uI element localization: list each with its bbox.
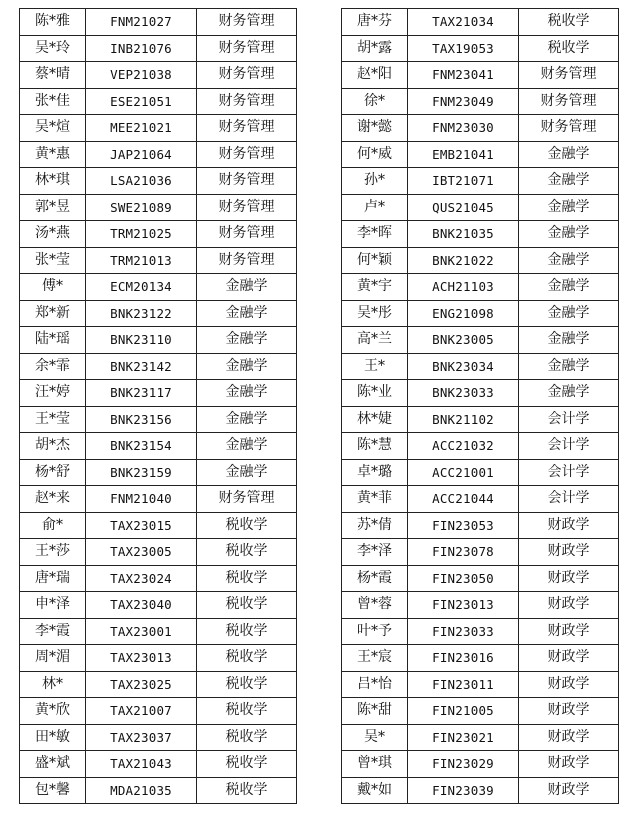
major-cell: 金融学 (197, 300, 297, 327)
table-row (20, 724, 297, 751)
major-cell: 税收学 (197, 512, 297, 539)
student-name-cell: 黄*惠 (20, 141, 86, 168)
major-cell: 金融学 (197, 459, 297, 486)
student-id-cell: ESE21051 (86, 88, 197, 115)
student-name-cell: 高*兰 (342, 327, 408, 354)
major-cell: 税收学 (197, 777, 297, 804)
student-id-cell: SWE21089 (86, 194, 197, 221)
student-name-cell: 汪*婷 (20, 380, 86, 407)
major-cell: 金融学 (519, 247, 619, 274)
major-cell: 金融学 (519, 274, 619, 301)
student-name-cell: 陆*瑶 (20, 327, 86, 354)
right-roster-table (341, 8, 619, 804)
major-cell: 财务管理 (519, 115, 619, 142)
student-name-cell: 郭*昱 (20, 194, 86, 221)
major-cell: 财务管理 (519, 88, 619, 115)
table-row (342, 486, 619, 513)
student-id-cell: FNM21040 (86, 486, 197, 513)
student-id-cell: FIN21005 (408, 698, 519, 725)
student-name-cell: 胡*杰 (20, 433, 86, 460)
major-cell: 税收学 (197, 698, 297, 725)
student-name-cell: 林*婕 (342, 406, 408, 433)
table-row (342, 168, 619, 195)
table-row (20, 353, 297, 380)
student-id-cell: FNM23030 (408, 115, 519, 142)
table-row (342, 380, 619, 407)
student-id-cell: FIN23011 (408, 671, 519, 698)
student-name-cell: 曾*蓉 (342, 592, 408, 619)
student-name-cell: 王*莎 (20, 539, 86, 566)
major-cell: 金融学 (519, 168, 619, 195)
table-row (342, 459, 619, 486)
student-id-cell: BNK23034 (408, 353, 519, 380)
major-cell: 金融学 (519, 300, 619, 327)
major-cell: 会计学 (519, 433, 619, 460)
major-cell: 金融学 (197, 353, 297, 380)
table-row (20, 406, 297, 433)
student-name-cell: 赵*阳 (342, 62, 408, 89)
major-cell: 税收学 (197, 618, 297, 645)
table-row (342, 62, 619, 89)
student-id-cell: BNK21102 (408, 406, 519, 433)
student-id-cell: TAX21007 (86, 698, 197, 725)
student-id-cell: FNM23049 (408, 88, 519, 115)
student-name-cell: 徐* (342, 88, 408, 115)
student-name-cell: 吴* (342, 724, 408, 751)
major-cell: 税收学 (519, 35, 619, 62)
student-name-cell: 陈*业 (342, 380, 408, 407)
student-id-cell: MEE21021 (86, 115, 197, 142)
major-cell: 金融学 (519, 221, 619, 248)
right-roster-body (342, 9, 619, 804)
student-name-cell: 唐*芬 (342, 9, 408, 36)
student-name-cell: 杨*舒 (20, 459, 86, 486)
student-name-cell: 叶*予 (342, 618, 408, 645)
major-cell: 税收学 (197, 751, 297, 778)
table-row (20, 512, 297, 539)
major-cell: 税收学 (197, 565, 297, 592)
student-id-cell: FNM23041 (408, 62, 519, 89)
student-id-cell: TAX23013 (86, 645, 197, 672)
student-name-cell: 苏*倩 (342, 512, 408, 539)
major-cell: 税收学 (197, 592, 297, 619)
student-name-cell: 陈*甜 (342, 698, 408, 725)
table-row (20, 221, 297, 248)
table-row (342, 141, 619, 168)
table-row (342, 115, 619, 142)
student-id-cell: FIN23050 (408, 565, 519, 592)
table-row (342, 88, 619, 115)
table-row (342, 645, 619, 672)
major-cell: 财务管理 (197, 247, 297, 274)
table-row (342, 327, 619, 354)
major-cell: 金融学 (197, 433, 297, 460)
table-row (342, 194, 619, 221)
student-id-cell: BNK23033 (408, 380, 519, 407)
student-id-cell: BNK23110 (86, 327, 197, 354)
table-row (20, 618, 297, 645)
student-id-cell: FIN23013 (408, 592, 519, 619)
major-cell: 税收学 (197, 539, 297, 566)
table-row (20, 433, 297, 460)
student-name-cell: 陈*慧 (342, 433, 408, 460)
student-name-cell: 余*霏 (20, 353, 86, 380)
student-id-cell: QUS21045 (408, 194, 519, 221)
table-row (342, 433, 619, 460)
student-id-cell: TAX21034 (408, 9, 519, 36)
table-row (20, 777, 297, 804)
major-cell: 金融学 (519, 353, 619, 380)
table-row (20, 62, 297, 89)
table-row (342, 751, 619, 778)
table-row (342, 698, 619, 725)
student-id-cell: BNK21022 (408, 247, 519, 274)
student-id-cell: BNK23122 (86, 300, 197, 327)
student-name-cell: 曾*琪 (342, 751, 408, 778)
student-name-cell: 黄*宇 (342, 274, 408, 301)
student-name-cell: 赵*来 (20, 486, 86, 513)
student-id-cell: BNK23156 (86, 406, 197, 433)
table-row (342, 512, 619, 539)
table-row (20, 539, 297, 566)
table-row (342, 539, 619, 566)
student-id-cell: TRM21025 (86, 221, 197, 248)
table-row (342, 724, 619, 751)
table-row (20, 274, 297, 301)
left-roster-table (19, 8, 297, 804)
student-id-cell: TAX23040 (86, 592, 197, 619)
student-id-cell: IBT21071 (408, 168, 519, 195)
table-row (342, 353, 619, 380)
major-cell: 财政学 (519, 565, 619, 592)
student-name-cell: 李*泽 (342, 539, 408, 566)
table-row (342, 35, 619, 62)
student-name-cell: 吴*玲 (20, 35, 86, 62)
student-id-cell: BNK23117 (86, 380, 197, 407)
major-cell: 金融学 (519, 327, 619, 354)
student-id-cell: BNK23005 (408, 327, 519, 354)
student-id-cell: FIN23029 (408, 751, 519, 778)
student-name-cell: 张*莹 (20, 247, 86, 274)
major-cell: 财政学 (519, 512, 619, 539)
student-name-cell: 戴*如 (342, 777, 408, 804)
student-id-cell: ENG21098 (408, 300, 519, 327)
table-row (20, 327, 297, 354)
major-cell: 税收学 (197, 724, 297, 751)
student-name-cell: 卓*璐 (342, 459, 408, 486)
major-cell: 金融学 (519, 141, 619, 168)
student-name-cell: 张*佳 (20, 88, 86, 115)
major-cell: 财务管理 (519, 62, 619, 89)
major-cell: 财政学 (519, 671, 619, 698)
table-row (20, 194, 297, 221)
student-id-cell: VEP21038 (86, 62, 197, 89)
student-name-cell: 吴*彤 (342, 300, 408, 327)
student-id-cell: JAP21064 (86, 141, 197, 168)
student-id-cell: TAX23024 (86, 565, 197, 592)
table-row (342, 406, 619, 433)
student-id-cell: EMB21041 (408, 141, 519, 168)
table-row (342, 671, 619, 698)
student-name-cell: 黄*菲 (342, 486, 408, 513)
table-row (20, 645, 297, 672)
student-id-cell: TAX21043 (86, 751, 197, 778)
table-row (342, 565, 619, 592)
student-name-cell: 唐*瑞 (20, 565, 86, 592)
major-cell: 财政学 (519, 618, 619, 645)
table-row (20, 751, 297, 778)
student-name-cell: 何*威 (342, 141, 408, 168)
major-cell: 财政学 (519, 592, 619, 619)
student-id-cell: TAX23025 (86, 671, 197, 698)
student-id-cell: TAX23005 (86, 539, 197, 566)
student-id-cell: BNK23142 (86, 353, 197, 380)
major-cell: 财务管理 (197, 221, 297, 248)
student-name-cell: 汤*燕 (20, 221, 86, 248)
major-cell: 税收学 (197, 671, 297, 698)
major-cell: 财务管理 (197, 35, 297, 62)
student-name-cell: 林* (20, 671, 86, 698)
major-cell: 财政学 (519, 698, 619, 725)
major-cell: 财务管理 (197, 115, 297, 142)
major-cell: 财务管理 (197, 9, 297, 36)
student-id-cell: LSA21036 (86, 168, 197, 195)
student-name-cell: 王*莹 (20, 406, 86, 433)
major-cell: 财政学 (519, 777, 619, 804)
major-cell: 财政学 (519, 645, 619, 672)
student-id-cell: ACH21103 (408, 274, 519, 301)
table-row (20, 88, 297, 115)
student-name-cell: 吴*煊 (20, 115, 86, 142)
student-id-cell: BNK23154 (86, 433, 197, 460)
major-cell: 财务管理 (197, 141, 297, 168)
student-name-cell: 王* (342, 353, 408, 380)
table-row (20, 141, 297, 168)
student-name-cell: 卢* (342, 194, 408, 221)
left-roster-body (20, 9, 297, 804)
table-row (20, 380, 297, 407)
table-row (20, 115, 297, 142)
student-name-cell: 王*宸 (342, 645, 408, 672)
student-id-cell: ECM20134 (86, 274, 197, 301)
table-row (20, 565, 297, 592)
student-name-cell: 黄*欣 (20, 698, 86, 725)
major-cell: 财务管理 (197, 486, 297, 513)
table-row (20, 671, 297, 698)
student-name-cell: 郑*新 (20, 300, 86, 327)
student-id-cell: INB21076 (86, 35, 197, 62)
student-name-cell: 杨*霞 (342, 565, 408, 592)
major-cell: 会计学 (519, 406, 619, 433)
student-id-cell: TAX19053 (408, 35, 519, 62)
major-cell: 金融学 (519, 194, 619, 221)
student-id-cell: FIN23021 (408, 724, 519, 751)
student-id-cell: FIN23016 (408, 645, 519, 672)
major-cell: 财政学 (519, 751, 619, 778)
table-row (20, 459, 297, 486)
student-name-cell: 田*敏 (20, 724, 86, 751)
table-row (20, 35, 297, 62)
table-row (342, 300, 619, 327)
major-cell: 税收学 (197, 645, 297, 672)
student-id-cell: FIN23033 (408, 618, 519, 645)
major-cell: 金融学 (197, 406, 297, 433)
student-id-cell: FIN23078 (408, 539, 519, 566)
student-id-cell: BNK21035 (408, 221, 519, 248)
student-name-cell: 李*晖 (342, 221, 408, 248)
student-name-cell: 蔡*晴 (20, 62, 86, 89)
student-name-cell: 盛*斌 (20, 751, 86, 778)
student-name-cell: 傅* (20, 274, 86, 301)
table-row (20, 592, 297, 619)
table-row (20, 247, 297, 274)
major-cell: 财务管理 (197, 168, 297, 195)
major-cell: 会计学 (519, 459, 619, 486)
table-row (20, 300, 297, 327)
student-id-cell: TAX23015 (86, 512, 197, 539)
table-row (342, 592, 619, 619)
student-name-cell: 谢*懿 (342, 115, 408, 142)
student-name-cell: 申*泽 (20, 592, 86, 619)
student-id-cell: ACC21032 (408, 433, 519, 460)
major-cell: 金融学 (519, 380, 619, 407)
student-name-cell: 胡*露 (342, 35, 408, 62)
student-name-cell: 李*霞 (20, 618, 86, 645)
major-cell: 金融学 (197, 380, 297, 407)
student-name-cell: 林*琪 (20, 168, 86, 195)
student-id-cell: TRM21013 (86, 247, 197, 274)
student-name-cell: 孙* (342, 168, 408, 195)
student-id-cell: FIN23039 (408, 777, 519, 804)
table-row (20, 9, 297, 36)
student-id-cell: TAX23037 (86, 724, 197, 751)
major-cell: 财务管理 (197, 62, 297, 89)
table-row (342, 221, 619, 248)
student-name-cell: 吕*怡 (342, 671, 408, 698)
student-id-cell: ACC21001 (408, 459, 519, 486)
student-id-cell: ACC21044 (408, 486, 519, 513)
table-row (342, 247, 619, 274)
major-cell: 会计学 (519, 486, 619, 513)
major-cell: 金融学 (197, 327, 297, 354)
major-cell: 财务管理 (197, 88, 297, 115)
table-row (20, 698, 297, 725)
student-id-cell: BNK23159 (86, 459, 197, 486)
student-id-cell: FIN23053 (408, 512, 519, 539)
major-cell: 财政学 (519, 539, 619, 566)
table-row (20, 168, 297, 195)
table-row (342, 9, 619, 36)
table-row (342, 777, 619, 804)
student-id-cell: TAX23001 (86, 618, 197, 645)
table-row (342, 618, 619, 645)
table-row (342, 274, 619, 301)
table-row (20, 486, 297, 513)
student-name-cell: 何*颖 (342, 247, 408, 274)
student-name-cell: 包*馨 (20, 777, 86, 804)
student-name-cell: 俞* (20, 512, 86, 539)
major-cell: 财政学 (519, 724, 619, 751)
major-cell: 税收学 (519, 9, 619, 36)
student-id-cell: MDA21035 (86, 777, 197, 804)
student-name-cell: 陈*雅 (20, 9, 86, 36)
student-name-cell: 周*湄 (20, 645, 86, 672)
student-id-cell: FNM21027 (86, 9, 197, 36)
major-cell: 金融学 (197, 274, 297, 301)
major-cell: 财务管理 (197, 194, 297, 221)
